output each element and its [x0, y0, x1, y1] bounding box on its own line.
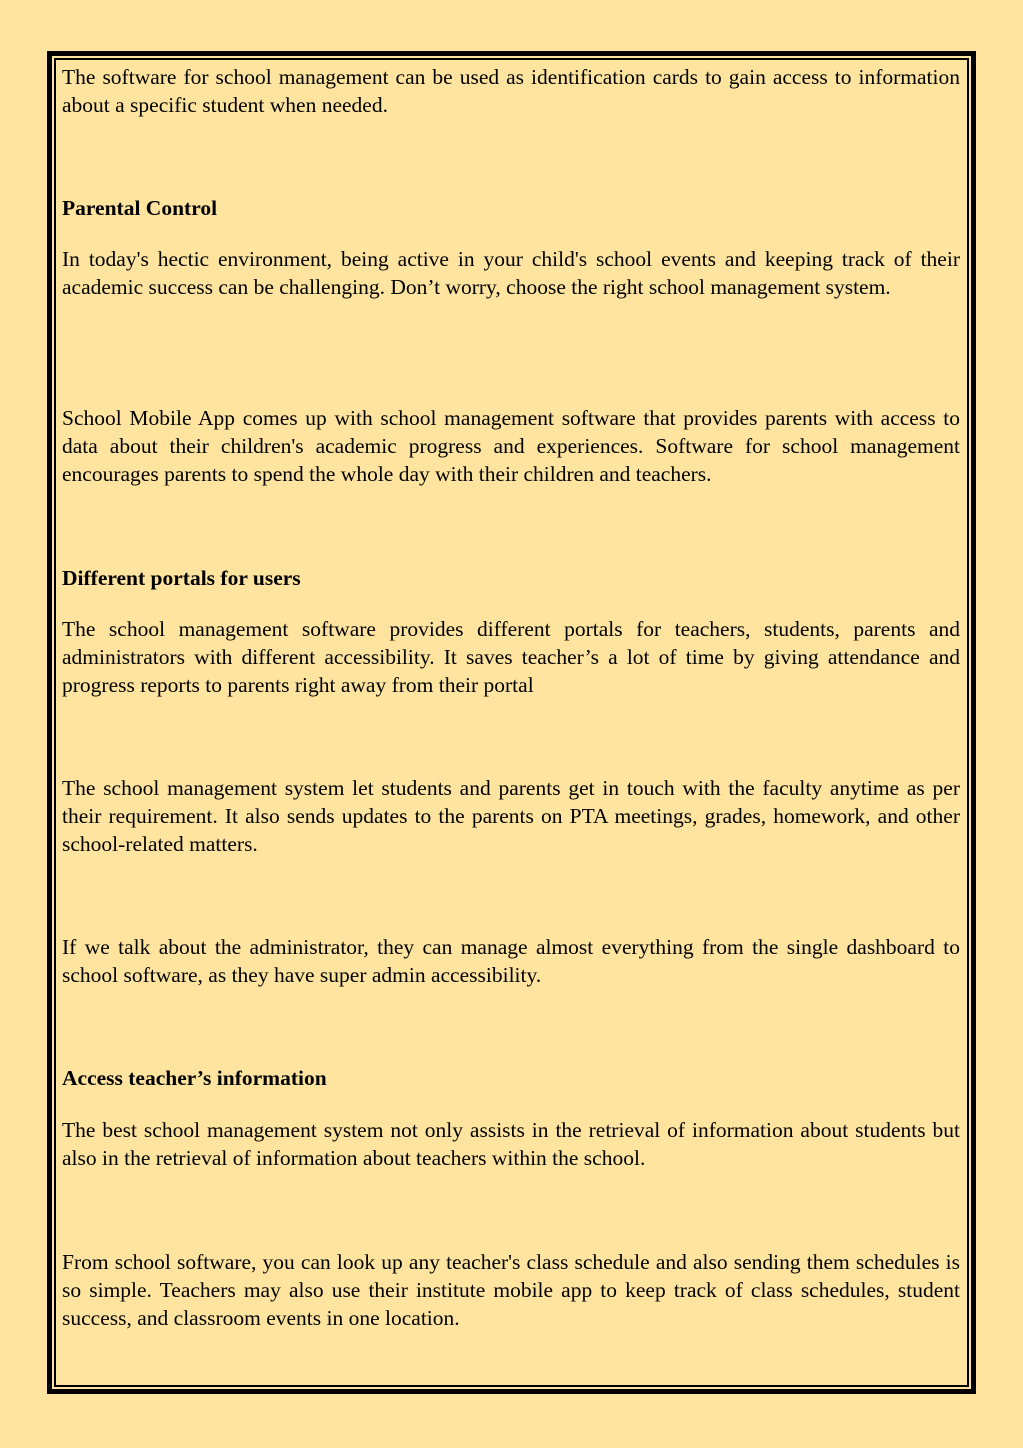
- teacher-info-paragraph-1: The best school management system not only assists in the retrieval of information about students but also in the retrieval of information about teachers within the school.: [62, 1118, 960, 1170]
- heading-different-portals: Different portals for users: [62, 566, 301, 590]
- heading-parental-control: Parental Control: [62, 196, 218, 220]
- heading-access-teacher-info: Access teacher’s information: [62, 1066, 327, 1090]
- portals-paragraph-1: The school management software provides different portals for teachers, students, parents and administrators with different accessibility. It saves teacher’s a lot of time by giving attendance and progress reports to parents right away from their portal: [62, 617, 960, 697]
- teacher-info-paragraph-2: From school software, you can look up any teacher's class schedule and also sending them schedules is so simple. Teachers may also use their institute mobile app to keep track of class schedules, student success, and classroom events in one location.: [62, 1250, 960, 1330]
- portals-paragraph-3: If we talk about the administrator, they can manage almost everything from the single dashboard to school software, as they have super admin accessibility.: [62, 935, 960, 987]
- intro-paragraph: The software for school management can be used as identification cards to gain access to information about a specific student when needed.: [62, 65, 960, 117]
- parental-control-paragraph-1: In today's hectic environment, being active in your child's school events and keeping track of their academic success can be challenging. Don’t worry, choose the right school management system.: [62, 247, 960, 299]
- portals-paragraph-2: The school management system let students and parents get in touch with the faculty anytime as per their requirement. It also sends updates to the parents on PTA meetings, grades, homework, and other school-related matters.: [62, 776, 960, 856]
- parental-control-paragraph-2: School Mobile App comes up with school management software that provides parents with access to data about their children's academic progress and experiences. Software for school management encourages parents to spend the whole day with their children and teachers.: [62, 406, 960, 486]
